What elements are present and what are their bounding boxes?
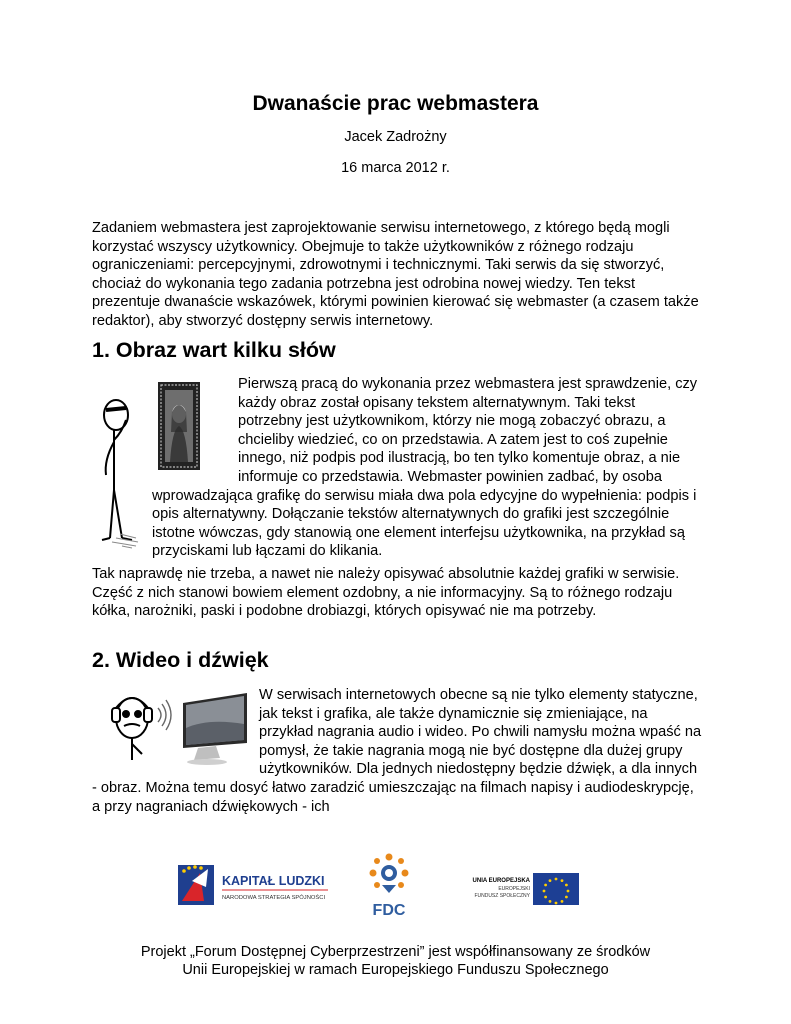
kapital-ludzki-logo xyxy=(178,861,338,917)
section-2-body: W serwisach internetowych obecne są nie tylko elementy statyczne, jak tekst i grafika, ale także dynamicznie się zmieniające, na przykład nagrania audio i wideo. Po chwili namysłu można wpaść na pomysł, że takie nagrania mogą nie być dostępne dla dużej grupy użytkowników. Dla jednych niedostępny będzie dźwięk, a dla innych - obraz. Można temu dosyć łatwo zaradzić umieszczając na filmach napisy i audiodeskrypcję, a przy nagraniach dźwiękowych - ich xyxy=(92,687,702,815)
section-2-heading: 2. Wideo i dźwięk xyxy=(92,648,269,672)
footer-note xyxy=(0,943,791,979)
document-date: 16 marca 2012 r. xyxy=(341,160,450,176)
document-title: Dwanaście prac webmastera xyxy=(252,92,539,115)
eu-sub1: EUROPEJSKI xyxy=(498,886,530,892)
eu-title: UNIA EUROPEJSKA xyxy=(472,878,530,884)
section-1-heading: 1. Obraz wart kilku słów xyxy=(92,338,336,362)
footer-line-1: Projekt „Forum Dostępnej Cyberprzestrzeni” jest współfinansowany ze środków xyxy=(140,944,651,960)
section-2-body-wrap xyxy=(92,686,704,816)
funding-logos xyxy=(0,845,791,925)
section-1-body-wrap xyxy=(92,375,702,561)
fdc-text: FDC xyxy=(372,902,406,919)
kl-subtitle: NARODOWA STRATEGIA SPÓJNOŚCI xyxy=(222,895,326,901)
document-author: Jacek Zadrożny xyxy=(344,129,447,145)
section-1-body-2: Tak naprawdę nie trzeba, a nawet nie należy opisywać absolutnie każdej grafiki w serwisie. Część z nich stanowi bowiem element ozdobny, a nie informacyjny. Są to różnego rodzaju kółka, narożniki, paski i podobne drobiazgi, których opisywać nie ma potrzeby. xyxy=(92,566,680,620)
fdc-emblem-icon xyxy=(370,854,409,894)
eu-efs-logo xyxy=(462,871,582,909)
intro-paragraph: Zadaniem webmastera jest zaprojektowanie serwisu internetowego, z którego będą mogli korzystać wszyscy użytkownicy. Obejmuje to także użytkowników z różnego rodzaju ograniczeniami: percepcyjnymi, zdrowotnymi i technicznymi. Taki serwis da się stworzyć, chociaż do wykonania tego zadania potrzebna jest odrobina nowej wiedzy. Ten tekst prezentuje dwanaście wskazówek, którymi powinien kierować się webmaster (a czasem także redaktor), aby stworzyć dostępny serwis internetowy. xyxy=(92,220,699,329)
footer-line-2: Unii Europejskiej w ramach Europejskiego Funduszu Społecznego xyxy=(182,962,609,978)
eu-sub2: FUNDUSZ SPOŁECZNY xyxy=(474,893,530,899)
section-1-body: Pierwszą pracą do wykonania przez webmastera jest sprawdzenie, czy każdy obraz został opisany tekstem alternatywnym. Taki tekst potrzebny jest użytkownikom, którzy nie mogą zobaczyć obrazu, a chcieliby wiedzieć, co on przedstawia. A zatem jest to coś zupełnie innego, niż podpis pod ilustracją, bo ten tylko komentuje obraz, a nie informuje co przedstawia. Webmaster powinien zadbać, by osoba wprowadzająca grafikę do serwisu miała dwa pola edycyjne do wypełnienia: podpis i opis alternatywny. Dołączanie tekstów alternatywnych do grafiki jest szczególnie istotne wówczas, gdy stanowią one element interfejsu użytkownika, na przykład są przyciskami lub łączami do klikania. xyxy=(152,376,698,560)
kl-title: KAPITAŁ LUDZKI xyxy=(222,874,325,888)
fdc-logo xyxy=(362,851,416,921)
